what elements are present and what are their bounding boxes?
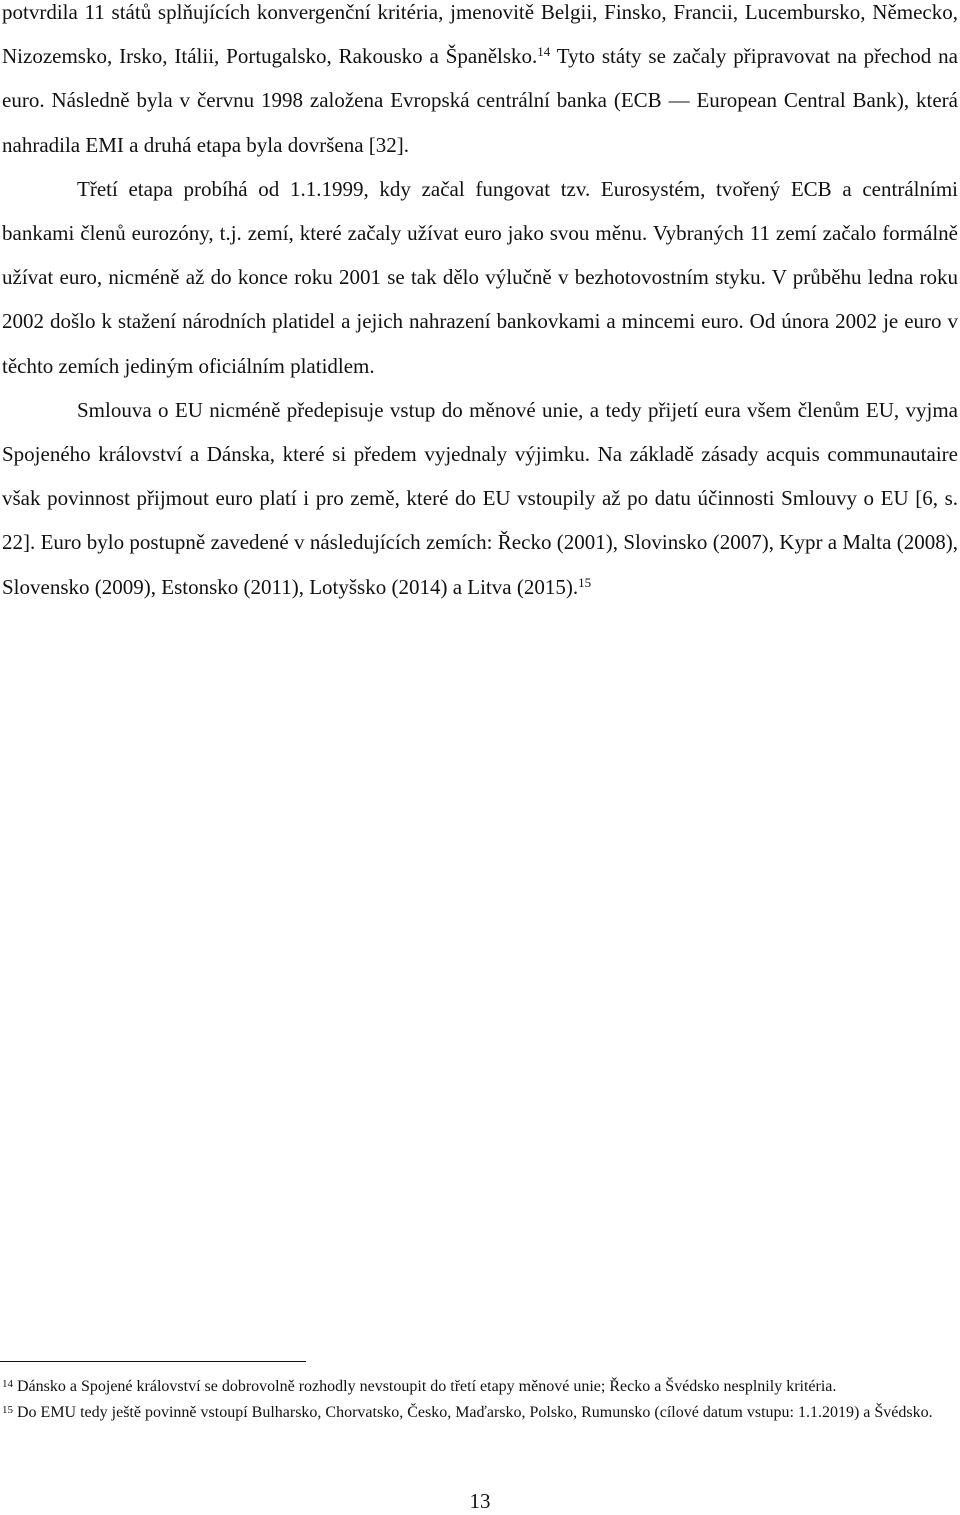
paragraph-2: Třetí etapa probíhá od 1.1.1999, kdy začal fungovat tzv. Eurosystém, tvořený ECB a centrálními bankami členů eurozóny, t.j. zemí, které začaly užívat euro jako svou měnu. Vybraných 11 zemí začalo formálně užívat euro, nicméně až do konce roku 2001 se tak dělo výlučně v bezhotovostním styku. V průběhu ledna roku 2002 došlo k stažení národních platidel a jejich nahrazení bankovkami a mincemi euro. Od února 2002 je euro v těchto zemích jediným oficiálním platidlem. <box>2 176 958 378</box>
footnote-15-number: 15 <box>2 1403 13 1416</box>
paragraph-1-text-before: potvrdila 11 států splňujících konvergenční kritéria, jmenovitě Belgii, Finsko, Francii, Lucembursko, Německo, Nizozemsko, Irsko, Itálii, Portugalsko, Rakousko a Španělsko. <box>2 0 958 69</box>
footnotes <box>2 1376 958 1427</box>
page-number: 13 <box>469 1489 491 1513</box>
footnote-14-text: Dánsko a Spojené království se dobrovolně rozhodly nevstoupit do třetí etapy měnové unie; Řecko a Švédsko nesplnily kritéria. <box>17 1378 837 1395</box>
footnote-separator <box>0 1361 306 1362</box>
paragraph-3 <box>2 388 958 609</box>
footnote-ref-14: 14 <box>537 44 551 60</box>
paragraph-1-text-after: Tyto státy se začaly připravovat na přechod na euro. Následně byla v červnu 1998 založena Evropská centrální banka (ECB — European Central Bank), která nahradila EMI a druhá etapa byla dovršena [32]. <box>2 44 958 157</box>
body-text <box>2 0 958 609</box>
footnote-15-text: Do EMU tedy ještě povinně vstoupí Bulharsko, Chorvatsko, Česko, Maďarsko, Polsko, Rumunsko (cílové datum vstupu: 1.1.2019) a Švédsko. <box>17 1403 933 1421</box>
footnote-ref-15: 15 <box>578 574 592 590</box>
paragraph-1 <box>2 0 958 167</box>
footnote-14 <box>2 1376 958 1398</box>
paragraph-3-text: Smlouva o EU nicméně předepisuje vstup do měnové unie, a tedy přijetí eura všem členům EU, vyjma Spojeného království a Dánska, které si předem vyjednaly výjimku. Na základě zásady acquis communautaire však povinnost přijmout euro platí i pro země, které do EU vstoupily až po datu účinnosti Smlouvy o EU [6, s. 22]. Euro bylo postupně zavedené v následujících zemích: Řecko (2001), Slovinsko (2007), Kypr a Malta (2008), Slovensko (2009), Estonsko (2011), Lotyšsko (2014) a Litva (2015). <box>2 397 958 599</box>
footnote-15 <box>2 1402 958 1424</box>
footnote-14-number: 14 <box>2 1378 13 1390</box>
